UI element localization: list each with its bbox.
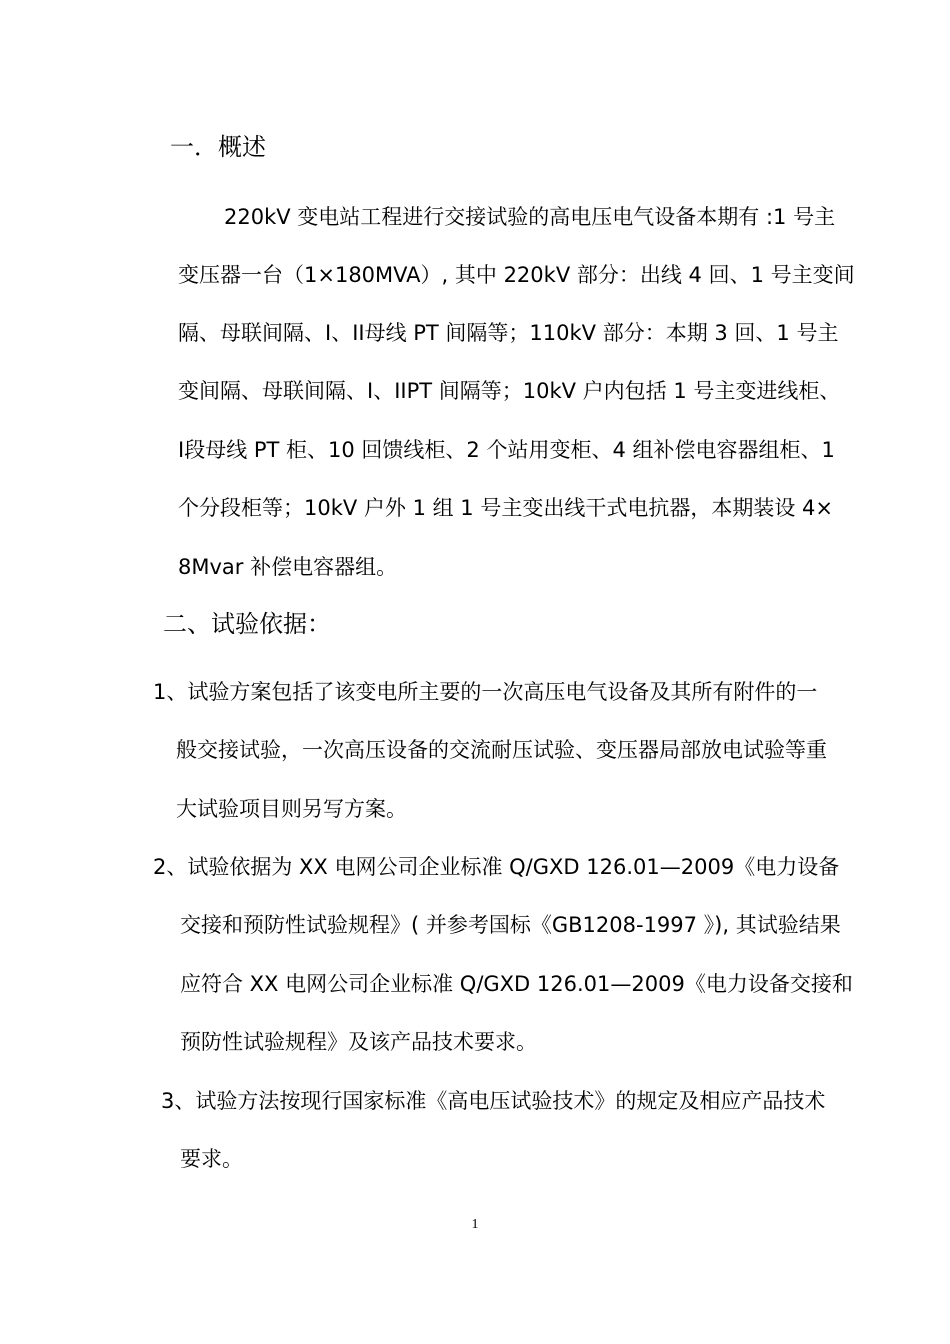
paragraph-line: I段母线 PT 柜、10 回馈线柜、2 个站用变柜、4 组补偿电容器组柜、1 [178, 438, 835, 462]
paragraph-line: 变间隔、母联间隔、I、IIPT 间隔等；10kV 户内包括 1 号主变进线柜、 [178, 379, 841, 403]
section-heading-basis: 二、试验依据： [163, 610, 331, 638]
page-number: 1 [471, 1217, 479, 1232]
list-item-line: 1、试验方案包括了该变电所主要的一次高压电气设备及其所有附件的一 [153, 680, 818, 704]
list-item-line: 3、试验方法按现行国家标准《高电压试验技术》的规定及相应产品技术 [161, 1089, 826, 1113]
list-item-line: 大试验项目则另写方案。 [176, 797, 407, 821]
paragraph-line: 8Mvar 补偿电容器组。 [178, 555, 398, 579]
list-item-line: 般交接试验，一次高压设备的交流耐压试验、变压器局部放电试验等重 [176, 738, 827, 762]
list-item-line: 预防性试验规程》及该产品技术要求。 [180, 1030, 537, 1054]
list-item-line: 交接和预防性试验规程》( 并参考国标《GB1208-1997 》), 其试验结果 [180, 913, 841, 937]
list-item-line: 2、试验依据为 XX 电网公司企业标准 Q/GXD 126.01—2009《电力设备 [153, 855, 840, 879]
paragraph-line: 变压器一台（1×180MVA）, 其中 220kV 部分：出线 4 回、1 号主变间 [178, 263, 855, 287]
section-heading-overview: 一．概述 [170, 133, 266, 161]
paragraph-line: 220kV 变电站工程进行交接试验的高电压电气设备本期有 :1 号主 [224, 205, 836, 229]
list-item-line: 应符合 XX 电网公司企业标准 Q/GXD 126.01—2009《电力设备交接和 [180, 972, 853, 996]
paragraph-line: 个分段柜等；10kV 户外 1 组 1 号主变出线干式电抗器，本期装设 4× [178, 496, 833, 520]
paragraph-line: 隔、母联间隔、I、II母线 PT 间隔等；110kV 部分：本期 3 回、1 号主 [178, 321, 839, 345]
list-item-line: 要求。 [180, 1147, 243, 1171]
